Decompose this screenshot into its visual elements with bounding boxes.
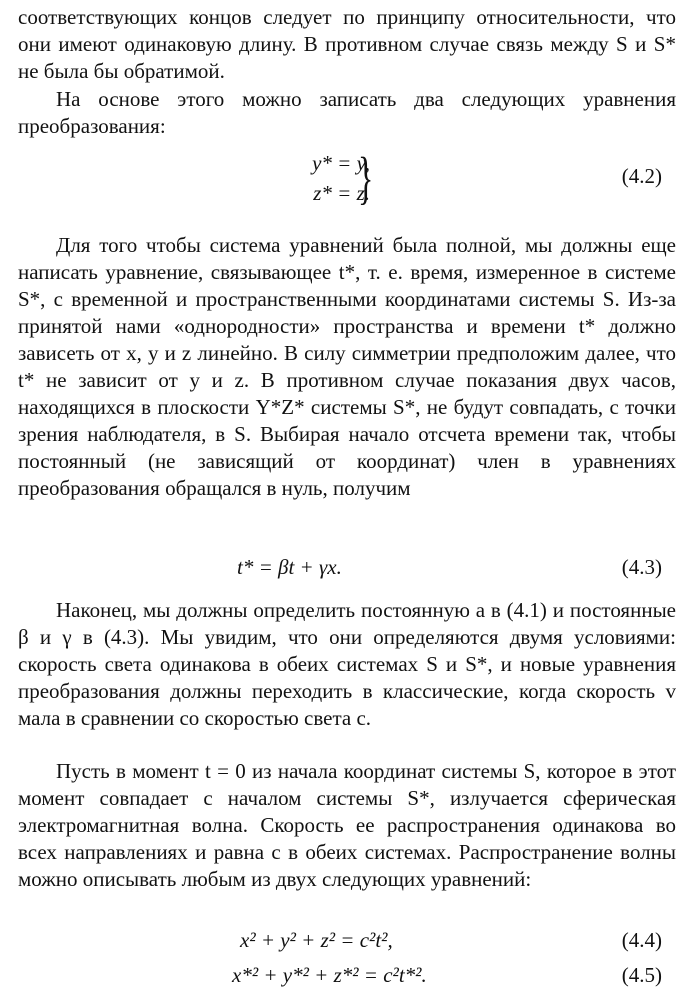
equation-4-5-number: (4.5): [621, 963, 662, 987]
paragraph-time-equation: Для того чтобы система уравнений была полной, мы должны еще написать уравнение, связывающее t*, т. е. время, измеренное в системе S*, с временной и пространственными координатами системы S. Из-за принятой нами «однородности» пространства и времени t* должно зависеть от x, y и z линейно. В силу симметрии предположим далее, что t* не зависит от y и z. В противном случае показания двух часов, находящихся в плоскости Y*Z* системы S*, не будут совпадать, с точки зрения наблюдателя, в S. Выбирая начало отсчета времени так, чтобы постоянный (не зависящий от координат) член в уравнениях преобразования обращался в нуль, получим: [18, 233, 676, 500]
right-brace: }: [358, 145, 374, 210]
equation-4-2-line-1: y* = y,: [312, 151, 370, 175]
paragraph-continuation: соответствующих концов следует по принципу относительности, что они имеют одинаковую длину. В противном случае связь между S и S* не была бы обратимой.: [18, 5, 676, 83]
equation-4-3-formula: t* = βt + γx.: [237, 555, 342, 579]
paragraph-constants: Наконец, мы должны определить постоянную a в (4.1) и постоянные β и γ в (4.3). Мы увидим, что они определяются двумя условиями: скорость света одинакова в обеих системах S и S*, и новые уравнения преобразования должны переходить в классические, когда скорость v мала в сравнении со скоростью света c.: [18, 598, 676, 730]
equation-4-4-formula: x² + y² + z² = c²t²,: [240, 928, 393, 952]
equation-4-3: [0, 552, 690, 582]
equation-4-2-number: (4.2): [621, 164, 662, 188]
equation-4-5-formula: x*² + y*² + z*² = c²t*².: [232, 963, 427, 987]
equation-4-3-number: (4.3): [621, 555, 662, 579]
equation-4-5: [0, 960, 690, 990]
equation-4-4-number: (4.4): [621, 928, 662, 952]
paragraph-transformation-intro: На основе этого можно записать два следующих уравнения преобразования:: [18, 87, 676, 138]
equation-4-4: [0, 925, 690, 955]
equation-4-2-line-2: z* = z.: [313, 181, 370, 205]
equation-4-2-lines: [260, 148, 370, 208]
paragraph-spherical-wave: Пусть в момент t = 0 из начала координат системы S, которое в этот момент совпадает с началом системы S*, излучается сферическая электромагнитная волна. Скорость ее распространения одинакова во всех направлениях и равна c в обеих системах. Распространение волны можно описывать любым из двух следующих уравнений:: [18, 759, 676, 891]
